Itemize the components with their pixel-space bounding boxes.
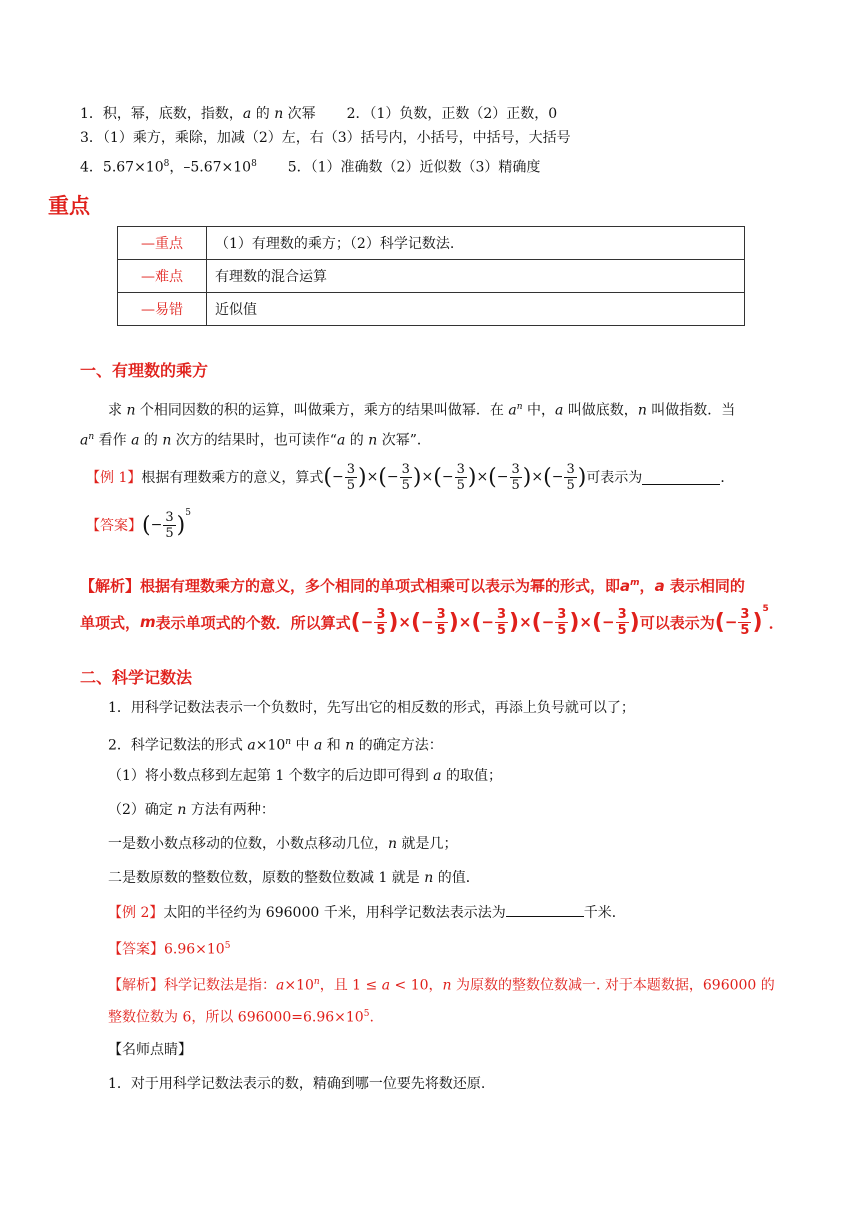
example-label: 【例 1】: [86, 470, 142, 486]
answer-line-1: 1．积，幂，底数，指数，a 的 n 次幂 2．（1）负数，正数（2）正数，0: [80, 106, 558, 122]
fraction: $\frac{3}{5}$: [496, 606, 507, 638]
fraction: $\frac{3}{5}$: [401, 461, 410, 493]
fraction: $\frac{3}{5}$: [165, 509, 174, 541]
section2-line4: （2）确定 n 方法有两种：: [108, 802, 275, 818]
answer-label: 【答案】: [86, 518, 142, 534]
answer-blank: [506, 902, 584, 917]
section2-line3: （1）将小数点移到左起第 1 个数字的后边即可得到 a 的取值；: [108, 768, 502, 784]
key-points-table: [117, 226, 745, 326]
fraction: $\frac{3}{5}$: [740, 606, 750, 638]
example-tail: 可表示为: [586, 470, 643, 486]
table-value: （1）有理数的乘方；（2）科学记数法.: [207, 227, 745, 260]
table-key: —重点: [118, 227, 207, 260]
example-label: 【例 2】: [108, 905, 164, 921]
example-expression: ( − $\frac{3}{5}$ ) × ( − $\frac{3}{5}$ ) × ( − $\frac{3}{5}$ ) × ( − $\frac{3}{5}$ ) × ( − $\frac{3}{5}$ ): [323, 461, 587, 493]
section2-line1: 1．用科学记数法表示一个负数时，先写出它的相反数的形式，再添上负号就可以了；: [108, 700, 635, 716]
section2-line5: 一是数小数点移动的位数，小数点移动几位，n 就是几；: [108, 836, 458, 852]
fraction: $\frac{3}{5}$: [376, 606, 386, 638]
table-key: —易错: [118, 293, 207, 326]
fraction: $\frac{3}{5}$: [456, 461, 465, 493]
example-2: 【例 2】太阳的半径约为 696000 千米，用科学记数法表示法为 千米．: [108, 902, 626, 923]
section1-paragraph-line2: $a^n$ 看作 a 的 n 次方的结果时，也可读作“a 的 n 次幂”．: [80, 432, 431, 449]
tip-label: 【名师点睛】: [108, 1042, 192, 1058]
fraction: $\frac{3}{5}$: [617, 606, 627, 638]
fraction: $\frac{3}{5}$: [557, 606, 567, 638]
section-title-2: 二、科学记数法: [80, 668, 193, 687]
answer-2: 【答案】$6.96\times 10^5$: [108, 941, 231, 958]
example-1: 【例 1】 根据有理数乘方的意义，算式 ( − $\frac{3}{5}$ ) × ( − $\frac{3}{5}$ ) × ( − $\frac{3}{5}$ ) × ( − $\frac{3}{5}$ ) × ( − $\frac{3}{5}$ ) 可表示为 ．: [86, 461, 735, 493]
fraction: $\frac{3}{5}$: [346, 461, 355, 493]
explanation-1-line2: 单项式， m 表示单项式的个数．所以算式 ( − $\frac{3}{5}$ ) × ( − $\frac{3}{5}$ ) × ( − $\frac{3}{5}$ ) × ( − $\frac{3}{5}$ ) × ( − $\frac{3}{5}$ ) 可以表示为 ( − $\frac{3}{5}$ ) $^5$ ．: [80, 604, 784, 638]
answer-line-3: 4．$5.67\times 10^8$，$-5.67\times 10^8$ 5．（1）准确数（2）近似数（3）精确度: [80, 159, 541, 176]
section1-paragraph-line1: 求 n 个相同因数的积的运算，叫做乘方，乘方的结果叫做幂．在 $a^n$ 中，a 叫做底数，n 叫做指数．当: [108, 402, 736, 419]
table-row: [118, 260, 745, 293]
fraction: $\frac{3}{5}$: [436, 606, 446, 638]
table-value: 近似值: [207, 293, 745, 326]
answer-blank: [642, 470, 720, 485]
explanation-expression: ( − $\frac{3}{5}$ ) × ( − $\frac{3}{5}$ ) × ( − $\frac{3}{5}$ ) × ( − $\frac{3}{5}$ ) × ( − $\frac{3}{5}$ ): [350, 606, 640, 638]
fraction: $\frac{3}{5}$: [511, 461, 520, 493]
section2-line2: 2．科学记数法的形式 $a\times 10^n$ 中 a 和 n 的确定方法：: [108, 737, 443, 754]
table-row: [118, 293, 745, 326]
table-value: 有理数的混合运算: [207, 260, 745, 293]
example-text: 根据有理数乘方的意义，算式: [141, 470, 324, 486]
answer-1: 【答案】 ( − $\frac{3}{5}$ ) $^5$: [86, 508, 191, 541]
explanation-2-line1: 【解析】科学记数法是指：$a\times 10^n$，且 1 ≤ a < 10，n 为原数的整数位数减一. 对于本题数据，696000 的: [108, 977, 775, 994]
section-title-1: 一、有理数的乘方: [80, 361, 209, 380]
key-points-heading: 重点: [48, 194, 90, 218]
table-row: [118, 227, 745, 260]
section2-line6: 二是数原数的整数位数，原数的整数位数减 1 就是 n 的值．: [108, 870, 480, 886]
fraction: $\frac{3}{5}$: [566, 461, 575, 493]
explanation-2-line2: 整数位数为 6，所以 $696000=6.96\times 10^5$.: [108, 1009, 374, 1026]
table-key: —难点: [118, 260, 207, 293]
answer-line-2: 3．（1）乘方，乘除，加减（2）左，右（3）括号内，小括号，中括号，大括号: [80, 130, 571, 146]
tip-line-1: 1．对于用科学记数法表示的数，精确到哪一位要先将数还原.: [108, 1076, 486, 1092]
explanation-1-line1: 【解析】根据有理数乘方的意义，多个相同的单项式相乘可以表示为幂的形式，即$a^m$，a 表示相同的: [80, 577, 745, 595]
